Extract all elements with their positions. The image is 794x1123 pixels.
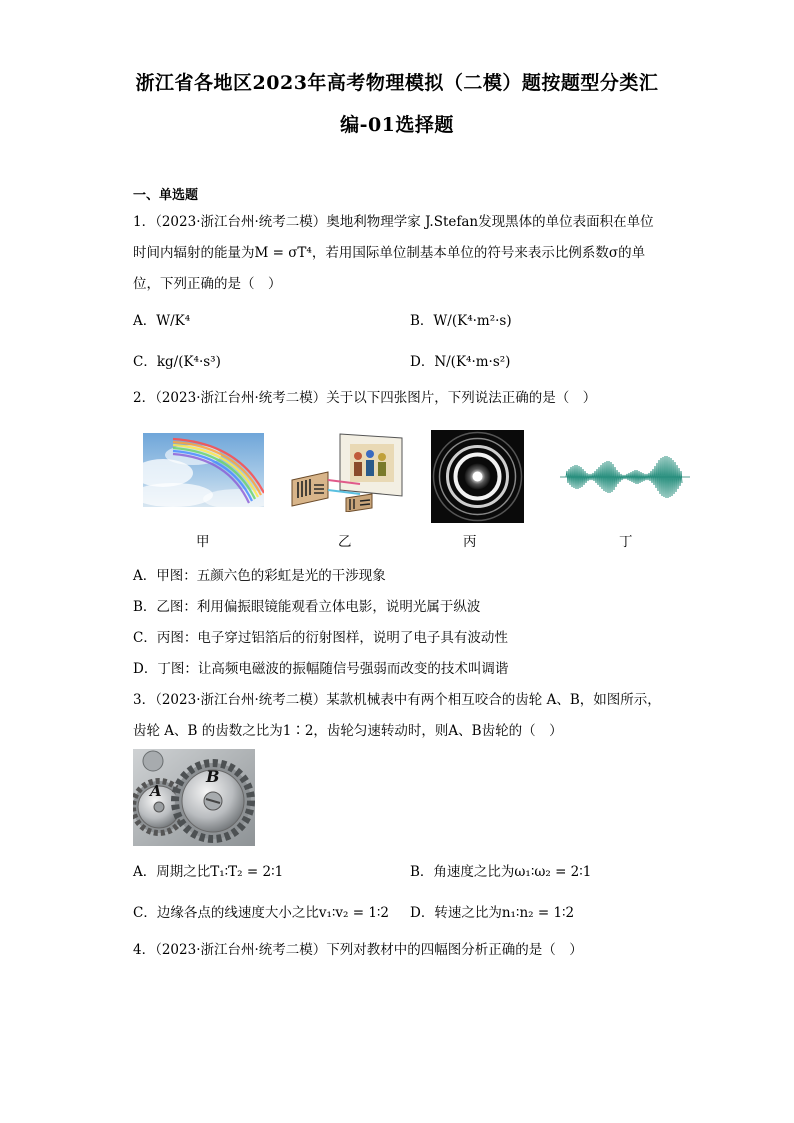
electron-diffraction-image (431, 430, 524, 523)
q1-stem-line1: 1．（2023·浙江台州·统考二模）奥地利物理学家 J.Stefan发现黑体的单位表面积在单位 (133, 214, 654, 230)
q1-option-a: A．W/K⁴ (133, 313, 191, 329)
caption-jia: 甲 (196, 534, 210, 550)
q1-stem-line2: 时间内辐射的能量为M = σT⁴，若用国际单位制基本单位的符号来表示比例系数σ的单 (133, 245, 646, 261)
gear-b-label: B (206, 767, 220, 786)
q1-option-c: C．kg/(K⁴·s³) (133, 354, 221, 370)
q2-option-d: D．丁图：让高频电磁波的振幅随信号强弱而改变的技术叫调谐 (133, 661, 509, 677)
q2-option-b: B．乙图：利用偏振眼镜能观看立体电影，说明光属于纵波 (133, 599, 481, 615)
q2-option-a: A．甲图：五颜六色的彩虹是光的干涉现象 (133, 568, 386, 584)
q2-stem: 2．（2023·浙江台州·统考二模）关于以下四张图片，下列说法正确的是（ ） (133, 390, 597, 406)
caption-ding: 丁 (619, 534, 633, 550)
am-modulated-wave-image (560, 447, 690, 507)
doc-title-line2: 编-01选择题 (340, 114, 454, 136)
doc-title-line1: 浙江省各地区2023年高考物理模拟（二模）题按题型分类汇 (135, 72, 659, 94)
q3-stem-line1: 3．（2023·浙江台州·统考二模）某款机械表中有两个相互咬合的齿轮 A、B，如图所示， (133, 692, 661, 708)
q3-option-c: C．边缘各点的线速度大小之比v₁∶v₂ = 1∶2 (133, 905, 390, 921)
q3-option-d: D．转速之比为n₁∶n₂ = 1∶2 (410, 905, 575, 921)
polarized-3d-movie-image (288, 432, 406, 512)
q1-option-b: B．W/(K⁴·m²·s) (410, 313, 512, 329)
q3-option-b: B．角速度之比为ω₁∶ω₂ = 2∶1 (410, 864, 592, 880)
q3-stem-line2: 齿轮 A、B 的齿数之比为1∶2，齿轮匀速转动时，则A、B齿轮的（ ） (133, 723, 563, 739)
caption-yi: 乙 (338, 534, 352, 550)
q2-option-c: C．丙图：电子穿过铝箔后的衍射图样，说明了电子具有波动性 (133, 630, 508, 646)
q4-stem: 4．（2023·浙江台州·统考二模）下列对教材中的四幅图分析正确的是（ ） (133, 942, 583, 958)
q1-stem-line3: 位，下列正确的是（ ） (133, 276, 282, 292)
gear-a-label: A (150, 782, 162, 800)
gears-image (133, 749, 255, 846)
q3-option-a: A．周期之比T₁∶T₂ = 2∶1 (133, 864, 284, 880)
rainbow-image (143, 433, 264, 507)
caption-bing: 丙 (463, 534, 477, 550)
section-heading: 一、单选题 (133, 188, 199, 203)
q1-option-d: D．N/(K⁴·m·s²) (410, 354, 511, 370)
